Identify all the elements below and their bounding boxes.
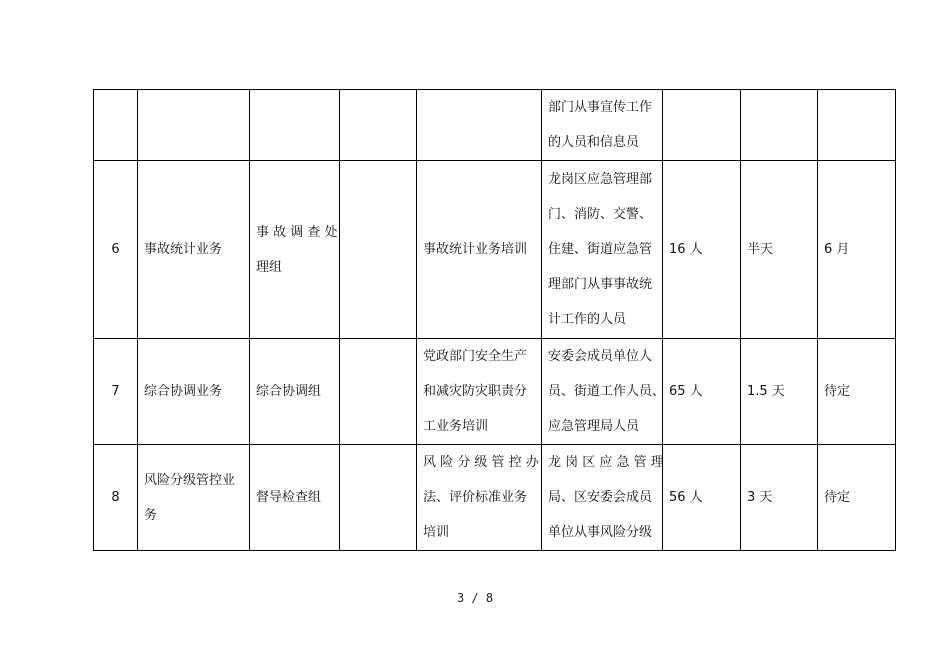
- group-cell: [250, 339, 340, 445]
- target-line: 龙 岗 区 应 急 管 理: [548, 455, 664, 470]
- business-cell: [138, 445, 250, 551]
- target-line: 员、街道工作人员、: [548, 384, 666, 399]
- days-cell: 3 天: [741, 445, 818, 551]
- business-cell: [138, 339, 250, 445]
- group-cell: [250, 90, 340, 161]
- month-cell: 待定: [818, 445, 896, 551]
- group-cell: [250, 161, 340, 339]
- target-cell: [542, 161, 663, 339]
- target-line: 局、区安委会成员: [548, 490, 653, 505]
- count-cell: [663, 90, 741, 161]
- business-cell: [138, 161, 250, 339]
- days-cell: [741, 90, 818, 161]
- content-cell: [417, 445, 542, 551]
- count-cell: 56 人: [663, 445, 741, 551]
- count-cell: 65 人: [663, 339, 741, 445]
- page-number: 3 / 8: [456, 591, 494, 605]
- target-line: 理部门从事事故统: [548, 277, 653, 292]
- target-line: 安委会成员单位人: [548, 349, 653, 364]
- content-line: 风 险 分 级 管 控 办: [423, 455, 539, 470]
- business-line: 风险分级管控业: [144, 472, 236, 488]
- target-line: 龙岗区应急管理部: [548, 172, 653, 187]
- no-cell: [94, 90, 138, 161]
- business-line: 综合协调业务: [144, 384, 223, 399]
- table-row: [94, 339, 896, 445]
- month-cell: 6 月: [818, 161, 896, 339]
- no-cell: 6: [94, 161, 138, 339]
- table-row: [94, 161, 896, 339]
- target-line: 计工作的人员: [548, 312, 627, 327]
- group-line: 督导检查组: [256, 490, 322, 505]
- content-line: 法、评价标准业务: [423, 490, 528, 505]
- business-line: 务: [144, 507, 158, 523]
- blank-cell: [340, 445, 417, 551]
- table-row-continuation: [94, 90, 896, 161]
- content-line: 和减灾防灾职责分: [423, 384, 528, 399]
- target-line: 的人员和信息员: [548, 135, 640, 150]
- group-line: 理组: [256, 259, 283, 275]
- count-cell: 16 人: [663, 161, 741, 339]
- target-line: 门、消防、交警、: [548, 207, 653, 222]
- blank-cell: [340, 339, 417, 445]
- days-cell: 1.5 天: [741, 339, 818, 445]
- content-line: 党政部门安全生产: [423, 349, 528, 364]
- month-cell: 待定: [818, 339, 896, 445]
- month-cell: [818, 90, 896, 161]
- training-schedule-table: [93, 89, 896, 551]
- no-cell: 7: [94, 339, 138, 445]
- content-cell: [417, 90, 542, 161]
- group-line: 综合协调组: [256, 384, 322, 399]
- target-line: 应急管理局人员: [548, 419, 640, 434]
- content-cell: [417, 161, 542, 339]
- target-line: 部门从事宣传工作: [548, 100, 653, 115]
- content-line: 工业务培训: [423, 419, 489, 434]
- blank-cell: [340, 90, 417, 161]
- target-line: 住建、街道应急管: [548, 242, 653, 257]
- days-cell: 半天: [741, 161, 818, 339]
- business-cell: [138, 90, 250, 161]
- target-cell: [542, 339, 666, 445]
- group-cell: [250, 445, 340, 551]
- blank-cell: [340, 161, 417, 339]
- business-line: 事故统计业务: [144, 242, 223, 257]
- no-cell: 8: [94, 445, 138, 551]
- target-cell: [542, 90, 663, 161]
- target-line: 单位从事风险分级: [548, 525, 653, 540]
- table-row: [94, 445, 896, 551]
- group-line: 事 故 调 查 处: [256, 224, 338, 240]
- content-cell: [417, 339, 542, 445]
- content-line: 培训: [423, 525, 450, 540]
- target-cell: [542, 445, 663, 551]
- content-line: 事故统计业务培训: [423, 242, 528, 257]
